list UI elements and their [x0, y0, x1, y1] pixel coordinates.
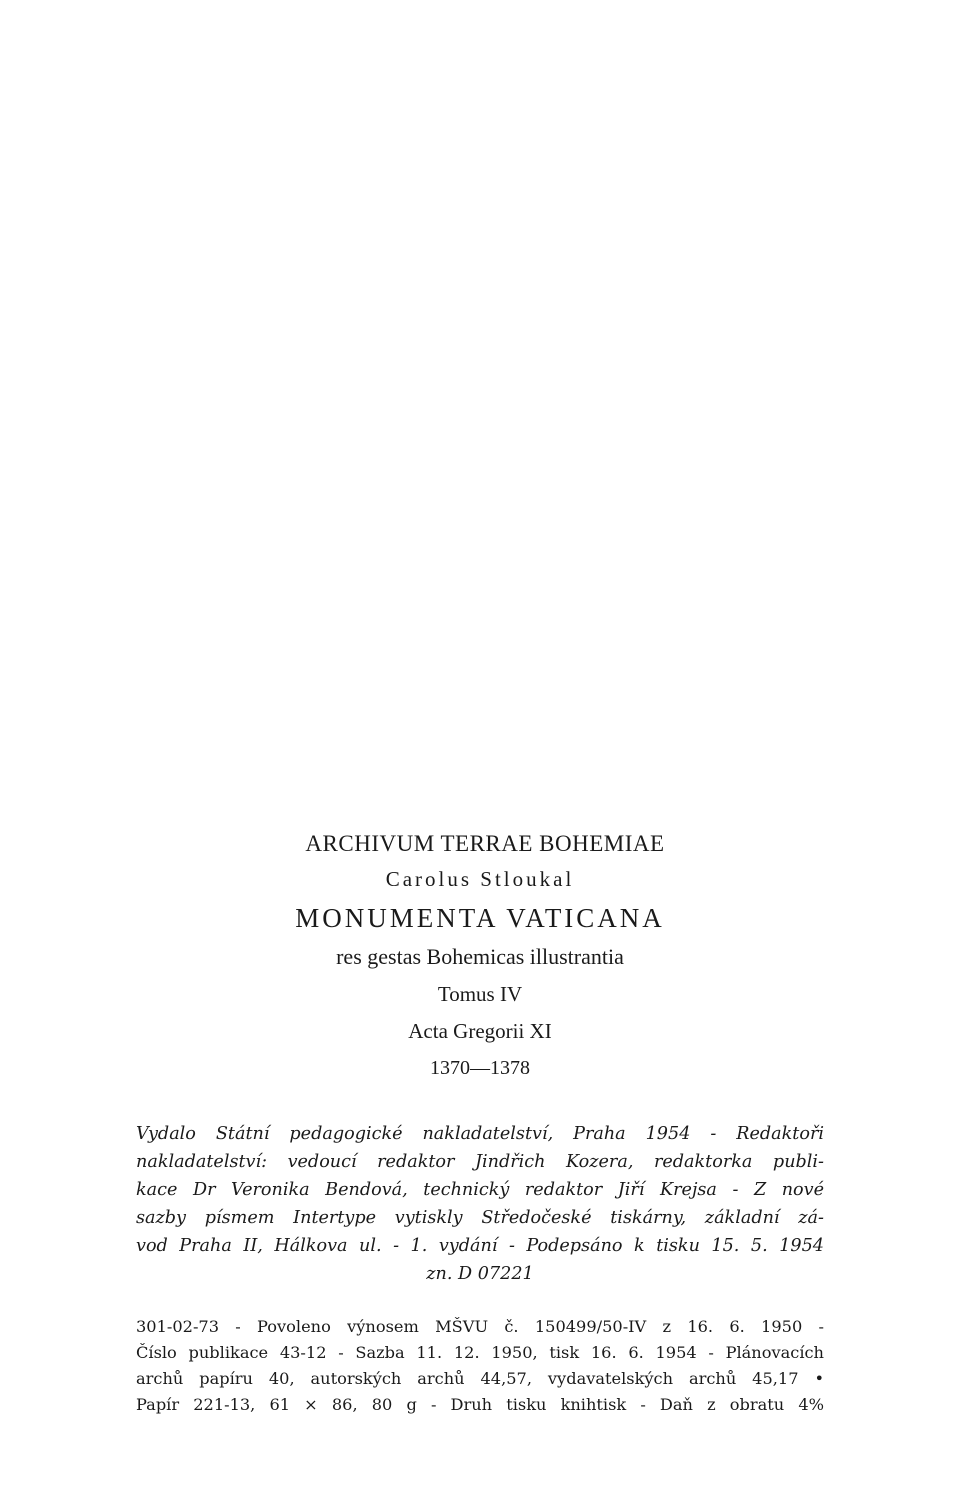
series-title: ARCHIVUM TERRAE BOHEMIAE: [305, 831, 665, 856]
publisher-note-line: vod Praha II, Hálkova ul. - 1. vydání - Podepsáno k tisku 15. 5. 1954: [136, 1236, 824, 1256]
publisher-note-line: zn. D 07221: [426, 1264, 534, 1284]
publisher-note: [136, 1120, 824, 1288]
volume-number: Tomus IV: [437, 982, 523, 1006]
imprint-page: [136, 832, 824, 1418]
printing-note-line: Číslo publikace 43-12 - Sazba 11. 12. 1950, tisk 16. 6. 1954 - Plánovacích: [136, 1343, 824, 1362]
printing-note: [136, 1314, 824, 1418]
title-block: [136, 832, 824, 1078]
work-subtitle: res gestas Bohemicas illustrantia: [336, 944, 624, 969]
year-range: 1370—1378: [430, 1057, 530, 1079]
printing-note-line: Papír 221-13, 61 × 86, 80 g - Druh tisku knihtisk - Daň z obratu 4%: [136, 1395, 824, 1414]
work-title: MONUMENTA VATICANA: [295, 903, 665, 933]
printing-note-line: archů papíru 40, autorských archů 44,57, vydavatelských archů 45,17 •: [136, 1369, 824, 1388]
printing-note-line: 301-02-73 - Povoleno výnosem MŠVU č. 150499/50-IV z 16. 6. 1950 -: [136, 1317, 824, 1336]
author-name: Carolus Stloukal: [385, 867, 575, 891]
publisher-note-line: Vydalo Státní pedagogické nakladatelství, Praha 1954 - Redaktoři: [136, 1124, 824, 1144]
publisher-note-line: sazby písmem Intertype vytiskly Středočeské tiskárny, základní zá-: [136, 1208, 824, 1228]
publisher-note-line: kace Dr Veronika Bendová, technický redaktor Jiří Krejsa - Z nové: [136, 1180, 824, 1200]
publisher-note-line: nakladatelství: vedoucí redaktor Jindřich Kozera, redaktorka publi-: [136, 1152, 824, 1172]
volume-subject: Acta Gregorii XI: [408, 1019, 552, 1043]
